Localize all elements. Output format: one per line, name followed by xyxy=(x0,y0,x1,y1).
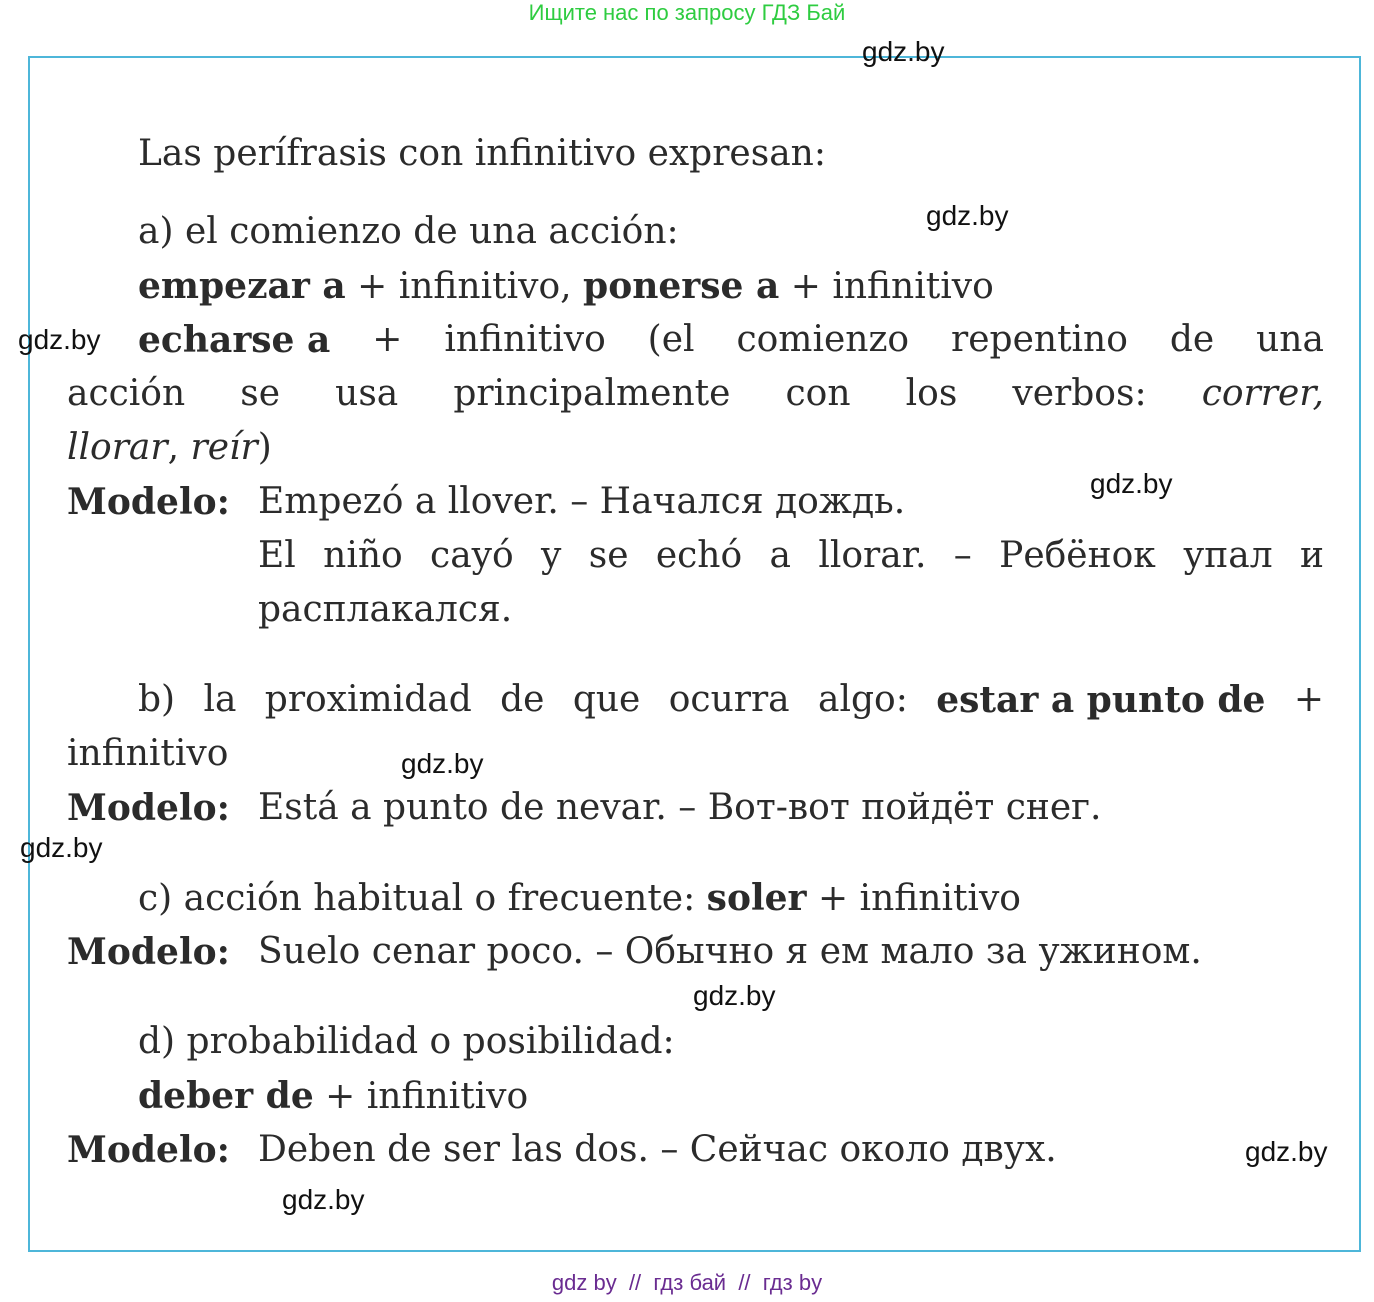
formula-empezar: empezar a xyxy=(138,265,346,307)
footer-links: gdz by // гдз бай // гдз by xyxy=(551,1270,823,1295)
section-c-line: c) acción habitual o frecuente: soler + infinitivo xyxy=(138,877,1021,919)
modelo-label: Modelo: xyxy=(67,787,230,829)
section-d-formula: deber de + infinitivo xyxy=(138,1075,529,1117)
example-c1: Suelo cenar poco. – Обычно я ем мало за ужином. xyxy=(258,931,1202,972)
watermark: gdz.by xyxy=(401,748,484,779)
section-d-heading: d) probabilidad o posibilidad: xyxy=(138,1021,675,1062)
example-a1: Empezó a llover. – Начался дождь. xyxy=(258,481,906,522)
watermark: gdz.by xyxy=(1090,468,1173,499)
modelo-label: Modelo: xyxy=(67,481,230,523)
example-d1: Deben de ser las dos. – Сейчас около двух. xyxy=(258,1129,1057,1170)
section-b-line1: b) la proximidad de que ocurra algo: estar a punto de + xyxy=(138,679,1324,721)
section-a-line4: acción se usa principalmente con los verbos: correr, xyxy=(67,373,1324,414)
watermark: gdz.by xyxy=(926,200,1009,231)
modelo-label: Modelo: xyxy=(67,931,230,973)
example-a3: расплакался. xyxy=(258,589,513,630)
watermark: gdz.by xyxy=(693,980,776,1011)
section-a-formulas: empezar a + infinitivo, ponerse a + infinitivo xyxy=(138,265,994,307)
intro-line: Las perífrasis con infinitivo expresan: xyxy=(138,133,826,174)
modelo-label: Modelo: xyxy=(67,1129,230,1171)
section-a-line5: llorar, reír) xyxy=(67,427,272,468)
top-banner: Ищите нас по запросу ГДЗ Бай xyxy=(528,0,846,25)
example-a2: El niño cayó y se echó a llorar. – Ребёнок упал и xyxy=(258,535,1324,576)
watermark: gdz.by xyxy=(282,1184,365,1215)
watermark: gdz.by xyxy=(20,832,103,863)
section-b-line2: infinitivo xyxy=(67,733,229,774)
example-b1: Está a punto de nevar. – Вот-вот пойдёт снег. xyxy=(258,787,1102,828)
formula-ponerse: ponerse a xyxy=(583,265,780,307)
watermark: gdz.by xyxy=(18,324,101,355)
watermark: gdz.by xyxy=(1245,1136,1328,1167)
section-a-heading: a) el comienzo de una acción: xyxy=(138,211,679,252)
watermark: gdz.by xyxy=(862,36,945,67)
section-a-line3: echarse a + infinitivo (el comienzo repentino de una xyxy=(138,319,1324,361)
